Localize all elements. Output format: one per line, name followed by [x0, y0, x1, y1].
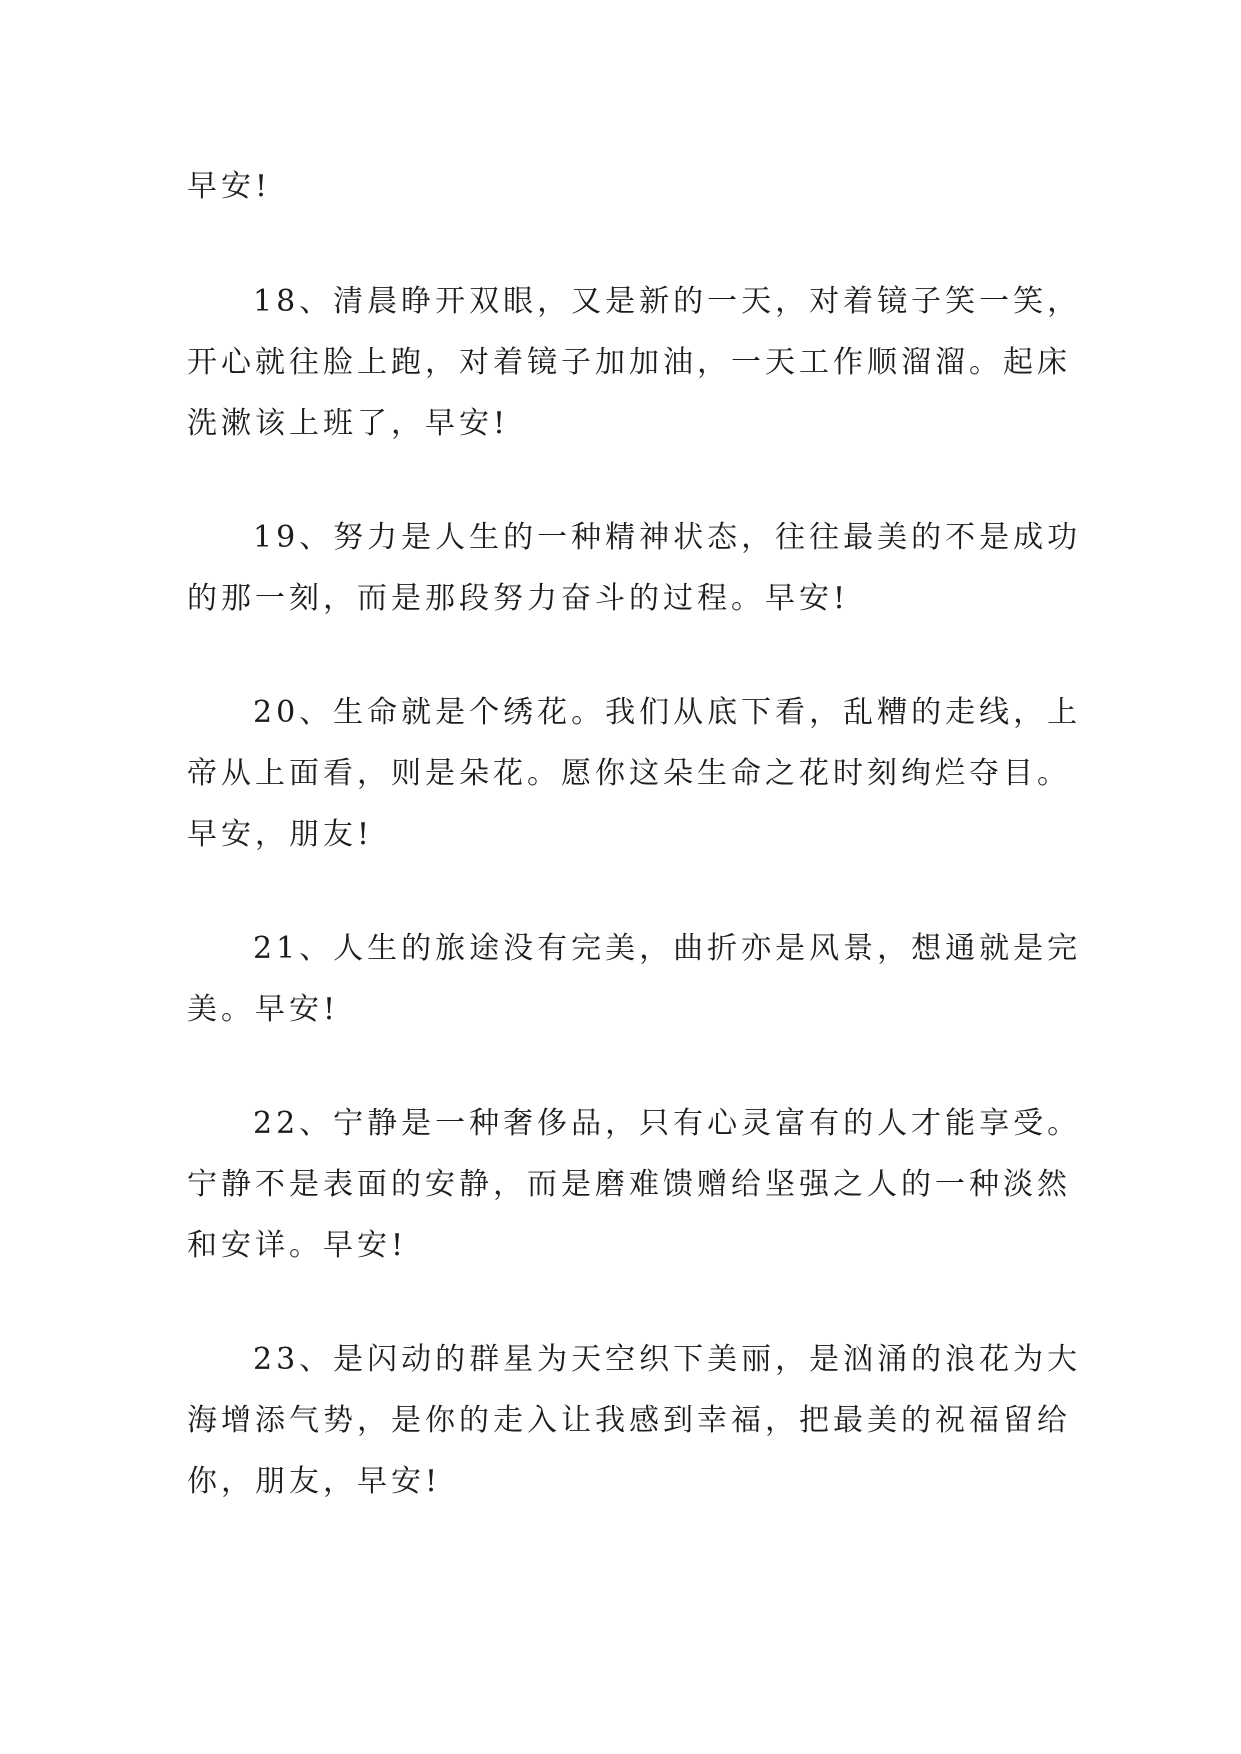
- paragraph-23-line-2: 海增添气势，是你的走入让我感到幸福，把最美的祝福留给: [187, 1403, 1071, 1438]
- paragraph-21-line-2: 美。早安!: [187, 992, 340, 1027]
- paragraph-20-line-2: 帝从上面看，则是朵花。愿你这朵生命之花时刻绚烂夺目。: [187, 756, 1071, 791]
- paragraph-19-line-2: 的那一刻，而是那段努力奋斗的过程。早安!: [187, 581, 850, 616]
- paragraph-22-line-2: 宁静不是表面的安静，而是磨难馈赠给坚强之人的一种淡然: [187, 1167, 1071, 1202]
- paragraph-23-line-3: 你，朋友，早安!: [187, 1464, 442, 1499]
- paragraph-22-line-3: 和安详。早安!: [187, 1228, 408, 1263]
- paragraph-18-line-1: 18、清晨睁开双眼，又是新的一天，对着镜子笑一笑，: [253, 284, 1082, 319]
- paragraph-21-line-1: 21、人生的旅途没有完美，曲折亦是风景，想通就是完: [253, 931, 1082, 966]
- paragraph-20-line-3: 早安，朋友!: [187, 817, 374, 852]
- paragraph-18-line-2: 开心就往脸上跑，对着镜子加加油，一天工作顺溜溜。起床: [187, 345, 1071, 380]
- paragraph-17-end: 早安!: [187, 169, 272, 204]
- paragraph-22-line-1: 22、宁静是一种奢侈品，只有心灵富有的人才能享受。: [253, 1106, 1082, 1141]
- paragraph-20-line-1: 20、生命就是个绣花。我们从底下看，乱糟的走线，上: [253, 695, 1082, 730]
- paragraph-23-line-1: 23、是闪动的群星为天空织下美丽，是汹涌的浪花为大: [253, 1342, 1082, 1377]
- paragraph-19-line-1: 19、努力是人生的一种精神状态，往往最美的不是成功: [253, 520, 1082, 555]
- paragraph-18-line-3: 洗漱该上班了，早安!: [187, 406, 510, 441]
